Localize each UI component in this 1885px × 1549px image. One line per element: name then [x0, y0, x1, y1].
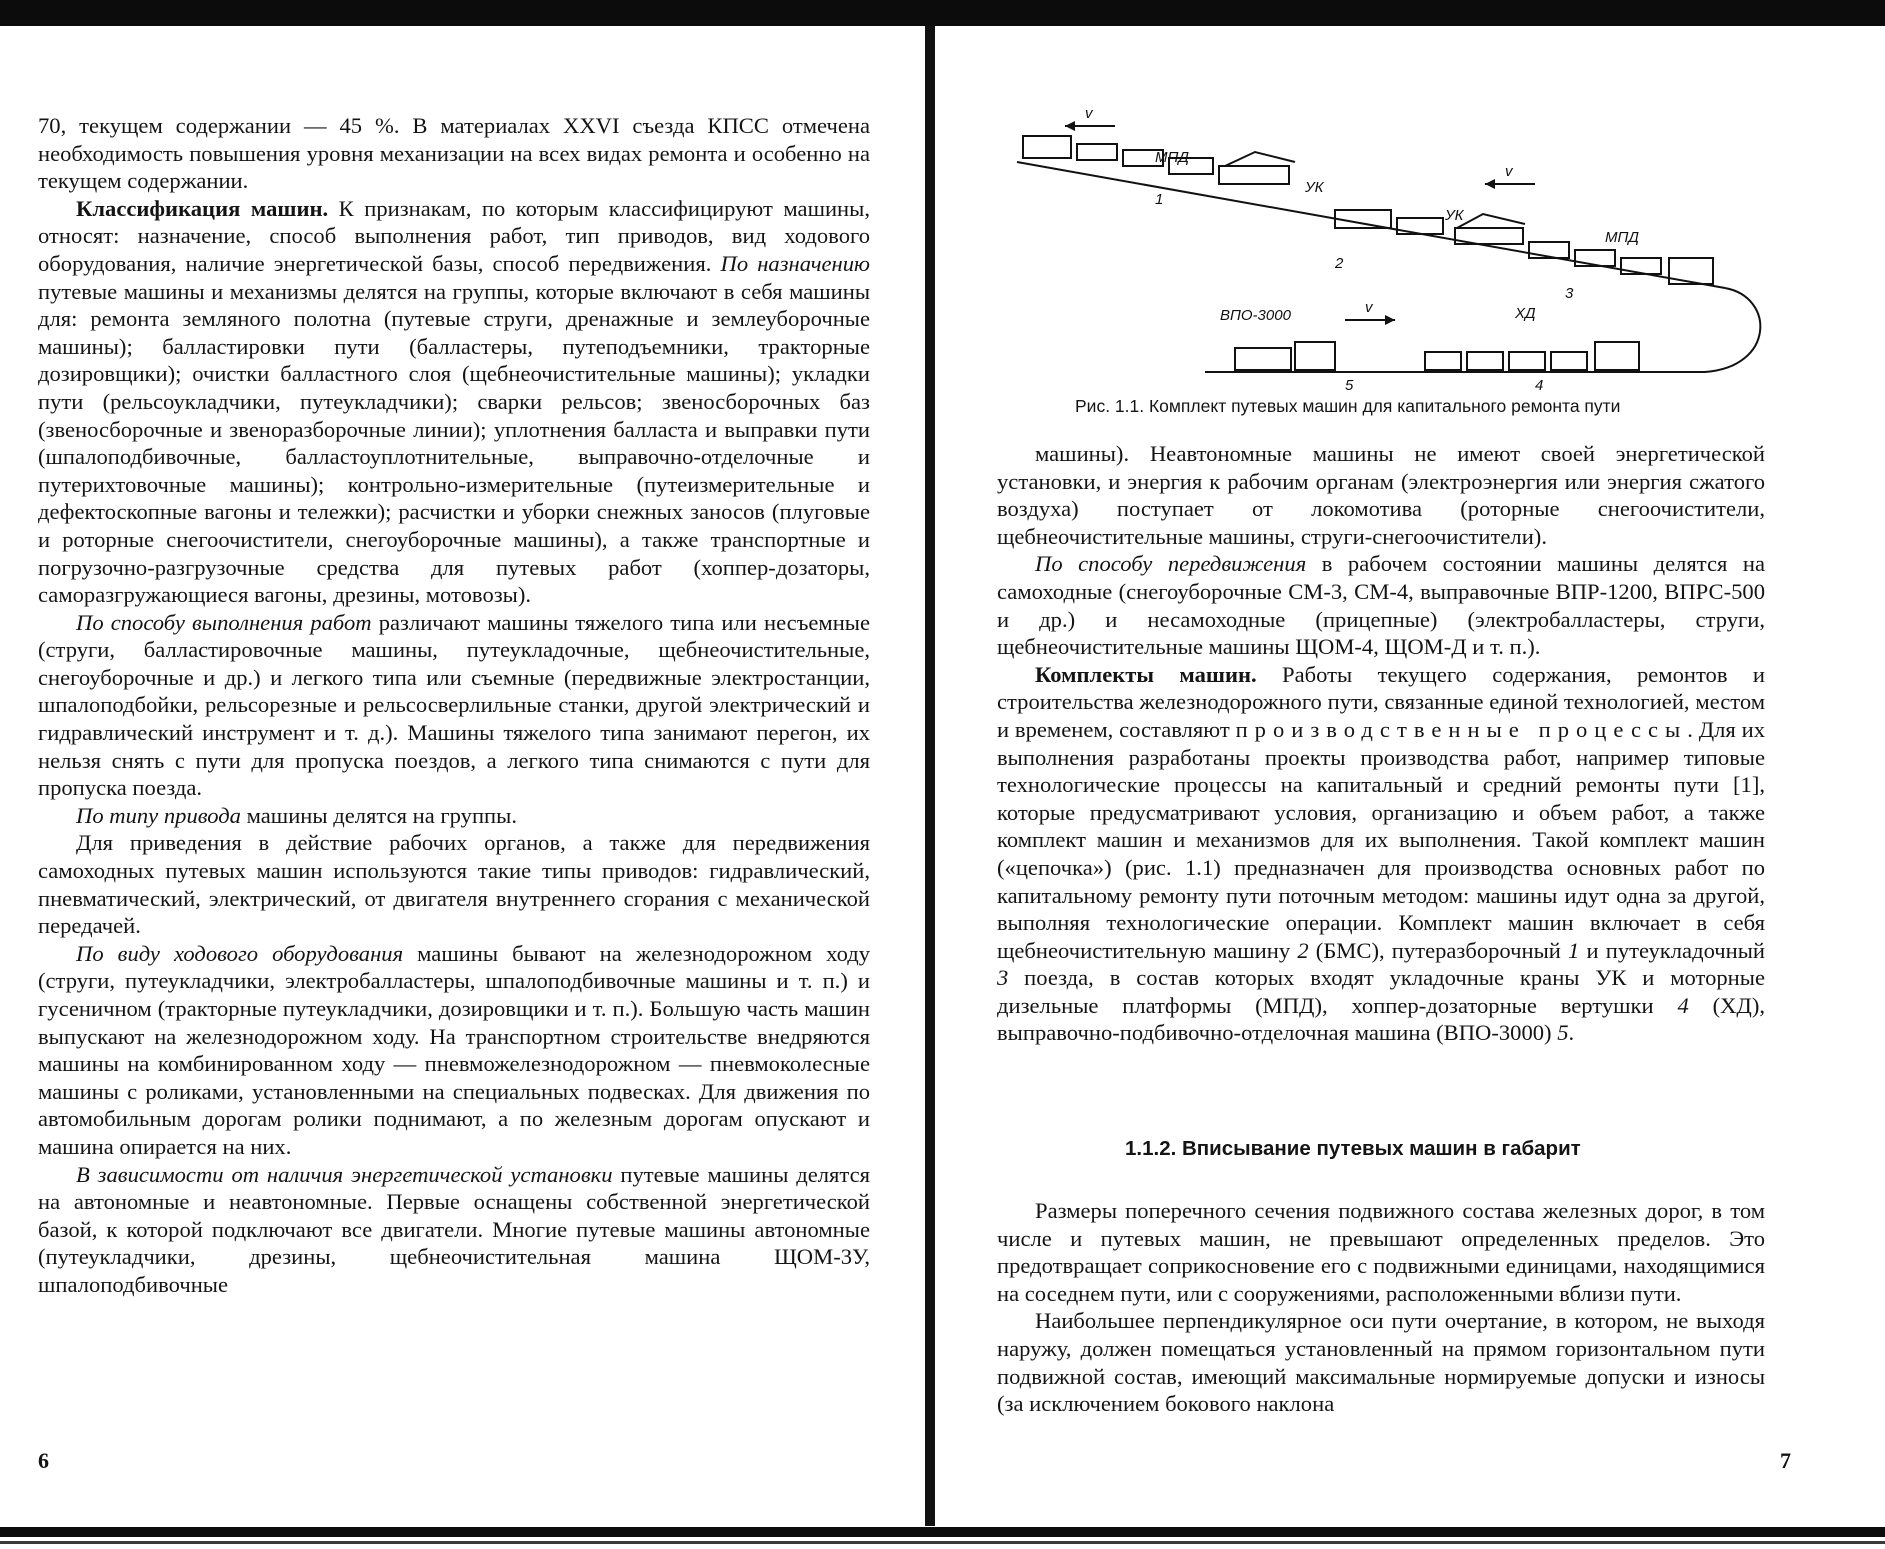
train-1-car-b — [1077, 144, 1117, 160]
text-run: путевые машины делятся на автономные и неавтономные. Первые оснащены собственной энергетической базой, к которой подключают все двигатели. Многие путевые машины автономные (путеукладчики, дрезины, щебнеочистительная машина ЩОМ-3У, шпалоподбивочные — [38, 1161, 871, 1297]
upper-track-line — [1017, 162, 1725, 288]
label-number-2: 2 — [1335, 255, 1344, 272]
train-3-car-b — [1575, 250, 1615, 266]
text-run: (БМС), путеразборочный — [1308, 937, 1569, 963]
text-run: 2 — [1297, 937, 1309, 963]
figure-diagram — [1005, 92, 1765, 392]
hopper-c — [1509, 352, 1545, 370]
label-v-1: v — [1085, 105, 1093, 122]
text-run: В зависимости от наличия энергетической установки — [76, 1161, 613, 1187]
text-run: Наибольшее перпендикулярное оси пути очертание, в котором, не выходя наружу, должен помещаться установленный на прямом горизонтальном пути подвижной состав, имеющий максимальные нормируемые допуски и износы (за исключением бокового наклона — [997, 1308, 1765, 1417]
text-run: Для приведения в действие рабочих органов, а также для передвижения самоходных путевых машин используются такие типы приводов: гидравлический, пневматический, электрический, от двигателя внутреннего сгорания с механической передачей. — [38, 830, 870, 939]
label-number-5: 5 — [1345, 377, 1354, 392]
figure-caption: Рис. 1.1. Комплект путевых машин для капитального ремонта пути — [1075, 396, 1621, 416]
text-run: 5 — [1557, 1020, 1569, 1046]
label-vpo: ВПО-3000 — [1220, 307, 1291, 324]
train-3 — [1455, 214, 1713, 284]
text-run: и путеукладочный — [1579, 937, 1766, 963]
right-page — [935, 0, 1885, 1549]
paragraph — [38, 829, 870, 939]
label-number-4: 4 — [1535, 377, 1544, 392]
text-run: Размеры поперечного сечения подвижного состава железных дорог, в том числе и путевых машин, не превышают определенных пределов. Это предотвращает соприкосновение его с подвижными единицами, находящимися на соседнем пути, или с сооружениями, расположенными вблизи пути. — [997, 1198, 1765, 1306]
train-1-crane — [1219, 166, 1289, 184]
paragraph — [38, 940, 870, 1161]
paragraph — [38, 802, 870, 830]
text-run: . — [1568, 1020, 1575, 1046]
text-run: . Для их выполнения разработаны проекты производства работ, например типовые технологические процессы на капитальный и средний ремонты пути [1], которые предусматривают условия, организацию и объем работ, а также комплект машин и механизмов для их выполнения. Такой комплект машин («цепочка») (рис. 1.1) предназначен для производства основных работ по капитальному ремонту пути поточным методом: машины идут одна за другой, выполняя технологические операции. Комплект машин включает в себя щебнеочистительную машину — [997, 716, 1765, 963]
text-run: 1 — [1568, 937, 1580, 963]
page-number-left: 6 — [38, 1448, 49, 1473]
text-run: Комплекты машин. — [1035, 661, 1257, 687]
arrow-v-2-head — [1485, 179, 1495, 189]
paragraph — [38, 112, 870, 195]
paragraph — [38, 1161, 870, 1299]
section-title: 1.1.2. Вписывание путевых машин в габарит — [1125, 1137, 1581, 1160]
paragraph — [997, 1197, 1765, 1307]
train-3-car-a — [1529, 242, 1569, 258]
text-run: Работы текущего содержания, ремонтов и строительства железнодорожного пути, связанные единой технологией, местом и временем, составляют — [997, 661, 1765, 742]
text-run: 3 — [997, 965, 1009, 991]
left-page — [0, 0, 925, 1549]
figure-machine-set — [1005, 92, 1765, 392]
text-run: По способу передвижения — [1035, 551, 1307, 577]
text-run: путевые машины и механизмы делятся на группы, которые включают в себя машины для: ремонта земляного полотна (путевые струги, дренажные и землеуборочные машины); балластировки пути (балластеры, путеподъемники, тракторные дозировщики); очистки балластного слоя (щебнеочистительные машины); укладки пути (рельсоукладчики, путеукладчики); сварки рельсов; звеносборочных баз (звеносборочные и звеноразборочные линии); уплотнения балласта и выправки пути (шпалоподбивочные, балластоуплотнительные, выправочно-отделочные и путерихтовочные машины); контрольно-измерительные (путеизмерительные и дефектоскопные вагоны и тележки); расчистки и уборки снежных заносов (плуговые и роторные снегоочистители, снегоуборочные машины), а также транспортные и погрузочно-разгрузочные средства для путевых работ (хоппер-дозаторы, саморазгружающиеся вагоны, дрезины, мотовозы). — [38, 278, 870, 608]
label-number-3: 3 — [1565, 285, 1574, 302]
label-mpd-2: МПД — [1605, 229, 1639, 246]
arrow-v-1-head — [1065, 121, 1075, 131]
text-run: поезда, в состав которых входят укладочные краны УК и моторные дизельные платформы (МПД), хоппер-дозаторные вертушки — [997, 965, 1765, 1018]
paragraph — [997, 661, 1765, 1047]
train-3-crane-boom — [1457, 214, 1525, 228]
paragraph — [997, 550, 1765, 660]
paragraph — [997, 1307, 1765, 1417]
right-page-text — [997, 440, 1765, 1047]
right-page-text-2 — [997, 1197, 1765, 1418]
label-uk-1: УК — [1305, 179, 1324, 196]
text-run: Классификация машин. — [76, 195, 329, 221]
text-run: в рабочем состоянии машины делятся на самоходные (снегоуборочные СМ-3, СМ-4, выправочные ВПР-1200, ВПРС-500 и др.) и несамоходные (прицепные) (электробалластеры, струги, щебнеочистительные машины ЩОМ-4, ЩОМ-Д и т. п.). — [997, 551, 1765, 660]
vpo-machine — [1235, 348, 1291, 370]
label-v-2: v — [1505, 163, 1513, 180]
label-uk-2: УК — [1445, 207, 1464, 224]
book-spine — [925, 26, 935, 1526]
paragraph — [997, 440, 1765, 550]
page-number-right: 7 — [1780, 1448, 1791, 1473]
label-v-3: v — [1365, 299, 1373, 316]
text-run: различают машины тяжелого типа или несъемные (струги, балластировочные машины, путеукладочные, щебнеочистительные, снегоуборочные и др.) и легкого типа или съемные (передвижные электростанции, шпалоподбойки, рельсорезные и рельсосверлильные станки, другой электрический и гидравлический инструмент и т. д.). Машины тяжелого типа занимают перегон, их нельзя снять с пути для пропуска поездов, а легкого типа снимаются с пути для пропуска поезда. — [38, 609, 870, 801]
hopper-a — [1425, 352, 1461, 370]
track-curve — [1705, 288, 1760, 372]
text-run: (ХД), выправочно-подбивочно-отделочная машина (ВПО-3000) — [997, 992, 1765, 1046]
paragraph — [38, 609, 870, 802]
label-hd: ХД — [1515, 305, 1536, 322]
text-run: производственные процессы — [1235, 716, 1688, 742]
paragraph — [38, 195, 870, 609]
train-2-car-a — [1335, 210, 1391, 228]
hopper-d — [1551, 352, 1587, 370]
text-run: 70, текущем содержании — 45 %. В материалах XXVI съезда КПСС отмечена необходимость повышения уровня механизации на всех видах ремонта и особенно на текущем содержании. — [38, 113, 870, 194]
vpo-cab — [1295, 342, 1335, 370]
text-run: По виду ходового оборудования — [76, 940, 404, 966]
train-3-car-c — [1621, 258, 1661, 274]
train-4 — [1425, 342, 1639, 370]
left-page-text — [38, 112, 870, 1299]
arrow-v-3-head — [1385, 315, 1395, 325]
text-run: машины). Неавтономные машины не имеют своей энергетической установки, и энергия к рабочим органам (электроэнергия или энергия сжатого воздуха) поступает от локомотива (роторные снегоочистители, щебнеочистительные машины, струги-снегоочистители). — [997, 441, 1765, 549]
text-run: К признакам, по которым классифицируют машины, относят: назначение, способ выполнения работ, тип приводов, вид ходового оборудования, наличие энергетической базы, способ передвижения. — [38, 195, 870, 276]
text-run: машины делятся на группы. — [240, 802, 517, 828]
hopper-locomotive — [1595, 342, 1639, 370]
train-1-crane-boom — [1225, 152, 1295, 166]
train-5 — [1235, 342, 1335, 370]
text-run: По типу привода — [76, 802, 241, 828]
train-1-car-a — [1023, 136, 1071, 158]
text-run: машины бывают на железнодорожном ходу (струги, путеукладчики, электробалластеры, шпалоподбивочные машины и т. п.) и гусеничном (тракторные путеукладчики, дозировщики и т. п.). Большую часть машин выпускают на железнодорожном ходу. На транспортном строительстве внедряются машины на комбинированном ходу — пневможелезнодорожном — пневмоколесные машины с роликами, установленными на специальных подвесках. Для движения по автомобильным дорогам ролики поднимают, а по железным дорогам опускают и машина опирается на них. — [38, 940, 871, 1159]
label-number-1: 1 — [1155, 191, 1164, 208]
hopper-b — [1467, 352, 1503, 370]
text-run: По способу выполнения работ — [76, 609, 372, 635]
text-run: 4 — [1677, 992, 1689, 1018]
label-mpd-1: МПД — [1155, 149, 1189, 166]
text-run: По назначению — [720, 250, 870, 276]
